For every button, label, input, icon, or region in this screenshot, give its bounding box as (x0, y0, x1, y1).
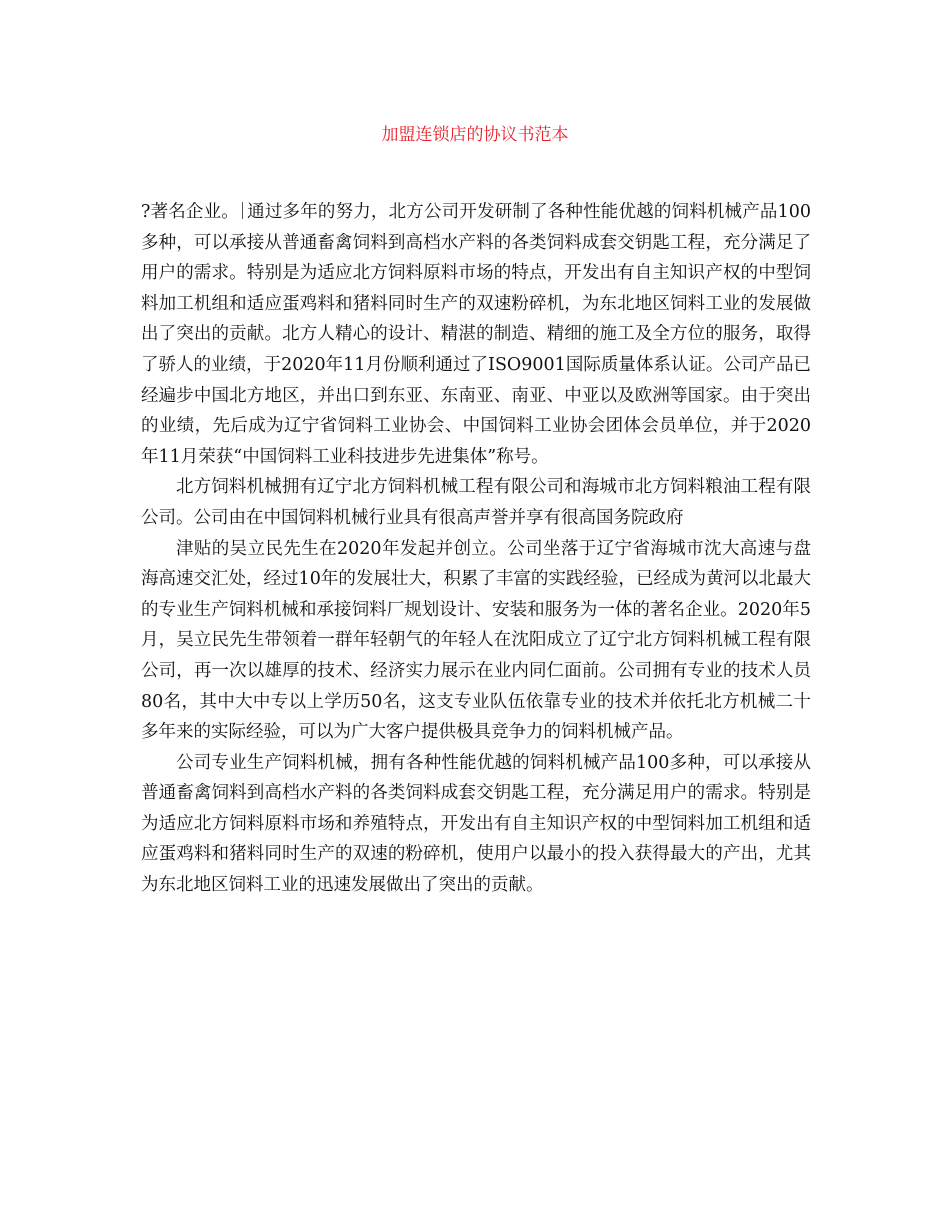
paragraph-2: 北方饲料机械拥有辽宁北方饲料机械工程有限公司和海城市北方饲料粮油工程有限公司。公司由在中国饲料机械行业具有很高声誉并享有很高国务院政府 (141, 477, 811, 528)
document-body (141, 197, 811, 901)
paragraph-4: 公司专业生产饲料机械，拥有各种性能优越的饲料机械产品100多种，可以承接从普通畜禽饲料到高档水产料的各类饲料成套交钥匙工程，充分满足用户的需求。特别是为适应北方饲料原料市场和养殖特点，开发出有自主知识产权的中型饲料加工机组和适应蛋鸡料和猪料同时生产的双速的粉碎机，使用户以最小的投入获得最大的产出，尤其为东北地区饲料工业的迅速发展做出了突出的贡献。 (141, 752, 811, 896)
paragraph-3: 津贴的吴立民先生在2020年发起并创立。公司坐落于辽宁省海城市沈大高速与盘海高速交汇处，经过10年的发展壮大，积累了丰富的实践经验，已经成为黄河以北最大的专业生产饲料机械和承接饲料厂规划设计、安装和服务为一体的著名企业。2020年5月，吴立民先生带领着一群年轻朝气的年轻人在沈阳成立了辽宁北方饲料机械工程有限公司，再一次以雄厚的技术、经济实力展示在业内同仁面前。公司拥有专业的技术人员80名，其中大中专以上学历50名，这支专业队伍依靠专业的技术并依托北方机械二十多年来的实际经验，可以为广大客户提供极具竞争力的饲料机械产品。 (141, 538, 811, 743)
paragraph-1-text: 通过多年的努力，北方公司开发研制了各种性能优越的饲料机械产品100多种，可以承接从普通畜禽饲料到高档水产料的各类饲料成套交钥匙工程，充分满足了用户的需求。特别是为适应北方饲料原料市场的特点，开发出有自主知识产权的中型饲料加工机组和适应蛋鸡料和猪料同时生产的双速粉碎机，为东北地区饲料工业的发展做出了突出的贡献。北方人精心的设计、精湛的制造、精细的施工及全方位的服务，取得了骄人的业绩，于2020年11月份顺利通过了ISO9001国际质量体系认证。公司产品已经遍步中国北方地区，并出口到东亚、东南亚、南亚、中亚以及欧洲等国家。由于突出的业绩，先后成为辽宁省饲料工业协会、中国饲料工业协会团体会员单位，并于2020年11月荣获“中国饲料工业科技进步先进集体”称号。 (141, 202, 812, 467)
document-title: 加盟连锁店的协议书范本 (381, 125, 569, 145)
paragraph-1 (141, 197, 811, 472)
text-cursor-mark (242, 202, 243, 219)
paragraph-1-lead: ?著名企业。 (141, 202, 239, 222)
